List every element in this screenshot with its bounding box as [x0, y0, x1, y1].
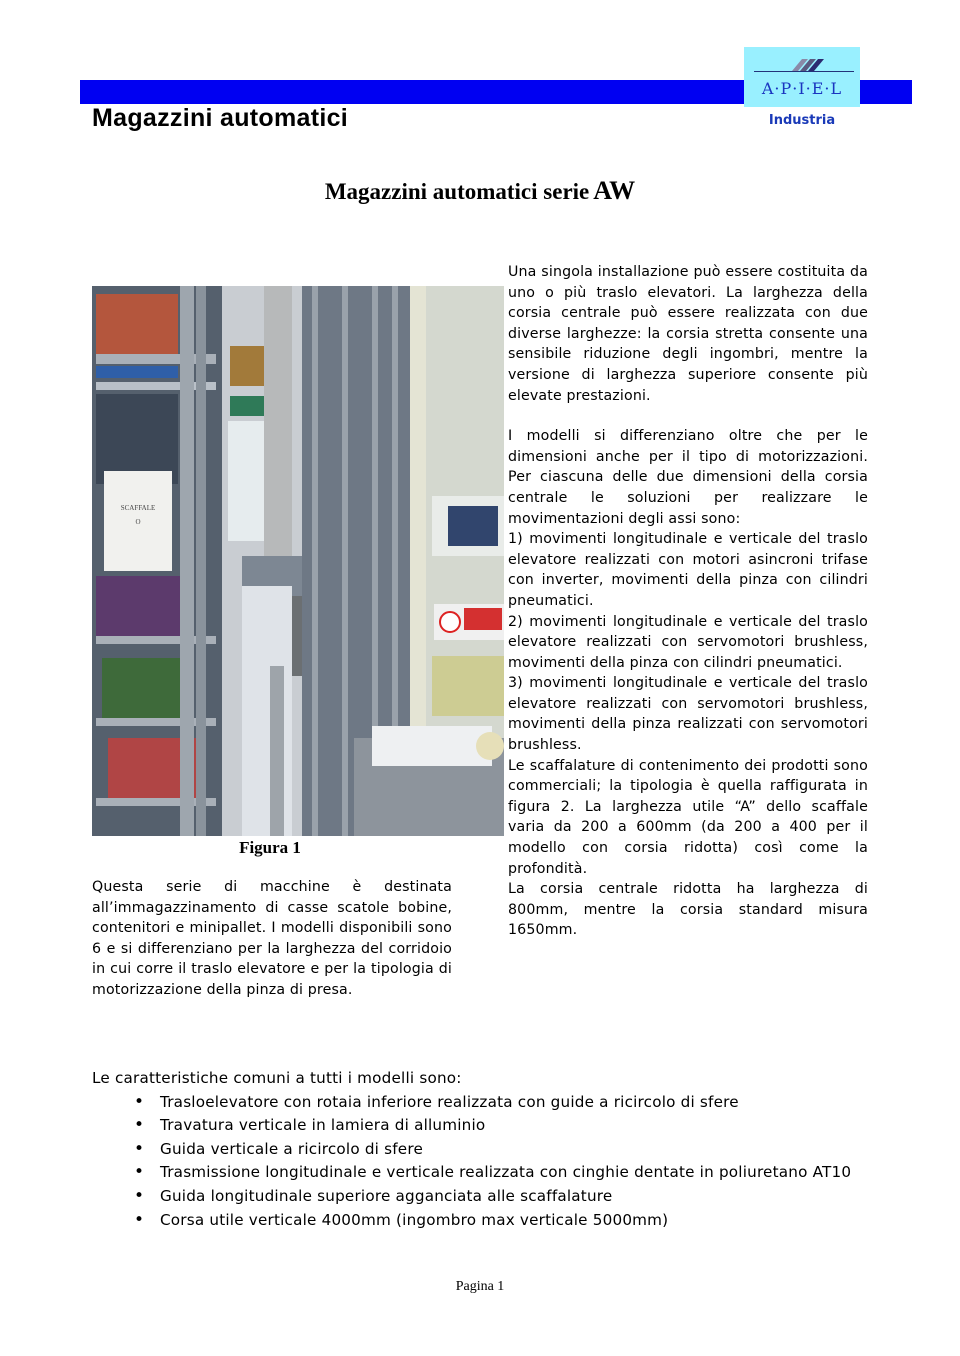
feature-item: • Trasmissione longitudinale e verticale realizzata con cinghie dentate in poliuretano AT10 — [132, 1161, 868, 1185]
feature-item: • Guida longitudinale superiore agganciata alle scaffalature — [132, 1185, 868, 1209]
solution-item-3: 3) movimenti longitudinale e verticale del traslo elevatore realizzati con servomotori brushless, movimenti della pinza realizzati con servomotori brushless. — [508, 675, 868, 754]
apiel-logo — [744, 47, 860, 107]
section-title-text: Magazzini automatici serie — [324, 179, 590, 204]
figure-1-photo — [92, 286, 504, 836]
common-features — [92, 1067, 868, 1232]
warehouse-photo-illustration — [92, 286, 504, 836]
aisle-width-paragraph: La corsia centrale ridotta ha larghezza di 800mm, mentre la corsia standard misura 1650mm. — [508, 881, 868, 939]
logo-letters: A·P·I·E·L — [761, 79, 843, 98]
shelf-sign-label: SCAFFALE — [120, 504, 156, 512]
page-number: Pagina 1 — [455, 1279, 505, 1294]
feature-item: • Guida verticale a ricircolo di sfere — [132, 1138, 868, 1162]
document-title: Magazzini automatici — [92, 104, 349, 132]
right-column — [508, 262, 868, 941]
models-paragraph: I modelli si differenziano oltre che per le dimensioni anche per il tipo di motorizzazioni. Per ciascuna delle due dimensioni della corsia centrale le soluzioni per realizzare le movimentazioni degli assi sono: — [508, 428, 868, 527]
installation-paragraph: Una singola installazione può essere costituita da uno o più traslo elevatori. La larghezza della corsia centrale può essere realizzata con due diverse larghezze: la corsia stretta consente una sensibile riduzione degli ingombri, mentre la versione di larghezza superiore consente più elevate prestazioni. — [508, 264, 868, 404]
feature-item: • Corsa utile verticale 4000mm (ingombro max verticale 5000mm) — [132, 1209, 868, 1233]
features-list — [92, 1091, 868, 1233]
features-intro: Le caratteristiche comuni a tutti i modelli sono: — [92, 1069, 462, 1087]
shelf-sign-number: O — [135, 518, 141, 526]
shelving-paragraph: Le scaffalature di contenimento dei prodotti sono commerciali; la tipologia è quella raffigurata in figura 2. La larghezza utile “A” dello scaffale varia da 200 a 600mm (da 200 a 400 per il modello con corsia ridotta) così come la profondità. — [508, 757, 868, 877]
solution-item-2: 2) movimenti longitudinale e verticale del traslo elevatore realizzati con servomotori brushless, movimenti della pinza con cilindri pneumatici. — [508, 613, 868, 671]
series-code: AW — [593, 176, 636, 205]
logo-wing-icon — [788, 55, 828, 75]
intro-paragraph: Questa serie di macchine è destinata all’immagazzinamento di casse scatole bobine, contenitori e minipallet. I modelli disponibili sono 6 e si differenziano per la larghezza del corridoio in cui corre il traslo elevatore e per la tipologia di motorizzazione della pinza di presa. — [92, 879, 452, 998]
solution-item-1: 1) movimenti longitudinale e verticale del traslo elevatore realizzati con motori asincroni trifase con inverter, movimenti della pinza con cilindri pneumatici. — [508, 531, 868, 609]
feature-item: • Travatura verticale in lamiera di alluminio — [132, 1114, 868, 1138]
figure-caption: Figura 1 — [239, 838, 301, 857]
feature-item: • Trasloelevatore con rotaia inferiore realizzata con guide a ricircolo di sfere — [132, 1091, 868, 1115]
logo-subtitle: Industria — [768, 113, 836, 128]
section-title — [0, 176, 960, 206]
